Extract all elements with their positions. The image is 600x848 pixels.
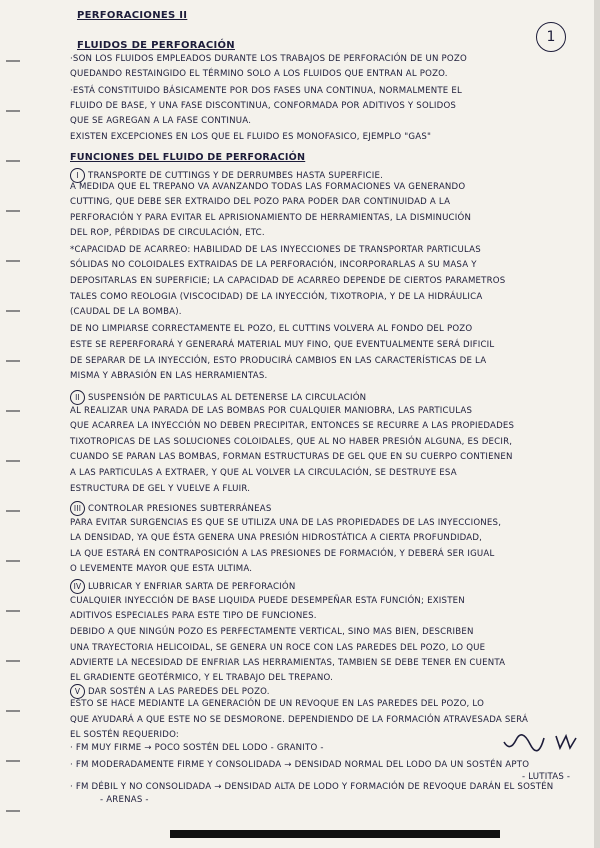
line-text: DEBIDO A QUE NINGÚN POZO ES PERFECTAMENTE VERTICAL, SINO MAS BIEN, DESCRIBEN [70,627,474,637]
text-line [70,406,472,417]
text-line [70,658,505,669]
line-text: CUTTING, QUE DEBE SER EXTRAIDO DEL POZO PARA PODER DAR CONTINUIDAD A LA [70,197,451,207]
text-line [70,86,462,97]
line-text: UNA TRAYECTORIA HELICOIDAL, SE GENERA UN ROCE CON LAS PAREDES DEL POZO, LO QUE [70,643,486,653]
text-line [70,116,251,127]
text-line [70,643,485,654]
notebook-margin [0,0,30,848]
line-text: - ARENAS - [100,795,149,805]
line-text: AL REALIZAR UNA PARADA DE LAS BOMBAS POR CUALQUIER MANIOBRA, LAS PARTICULAS [70,406,473,416]
heading [77,10,187,21]
line-text: ESTRUCTURA DE GEL Y VUELVE A FLUIR. [70,484,251,494]
line-text: · FM MODERADAMENTE FIRME Y CONSOLIDADA → DENSIDAD NORMAL DEL LODO DA UN SOSTÉN APTO [70,760,530,770]
line-text: FLUIDOS DE PERFORACIÓN [77,40,235,51]
scan-edge [170,830,500,838]
text-line [70,260,477,271]
text-line [70,468,457,479]
line-text: A LAS PARTICULAS A EXTRAER, Y QUE AL VOLVER LA CIRCULACIÓN, SE DESTRUYE ESA [70,468,457,478]
line-text: SÓLIDAS NO COLOIDALES EXTRAIDAS DE LA PERFORACIÓN, INCORPORARLAS A SU MASA Y [70,260,477,270]
line-text: PERFORACIÓN Y PARA EVITAR EL APRISIONAMIENTO DE HERRAMIENTAS, LA DISMINUCIÓN [70,213,472,223]
text-line [70,421,514,432]
line-text: PERFORACIONES II [77,10,188,21]
text-line [70,340,494,351]
line-text: ESTE SE REPERFORARÁ Y GENERARÁ MATERIAL MUY FINO, QUE EVENTUALMENTE SERÁ DIFICIL [70,340,495,350]
line-text: FLUIDO DE BASE, Y UNA FASE DISCONTINUA, CONFORMADA POR ADITIVOS Y SOLIDOS [70,101,457,111]
section-number: IV [70,579,85,594]
text-line [70,452,513,463]
line-text: QUE SE AGREGAN A LA FASE CONTINUA. [70,116,252,126]
text-line [70,101,456,112]
line-text: CUALQUIER INYECCIÓN DE BASE LIQUIDA PUEDE DESEMPEÑAR ESTA FUNCIÓN; EXISTEN [70,596,465,606]
section-number: III [70,501,85,516]
section-number: V [70,684,85,699]
line-text: ·SON LOS FLUIDOS EMPLEADOS DURANTE LOS TRABAJOS DE PERFORACIÓN DE UN POZO [70,54,467,64]
section-heading [70,501,272,516]
text-line [70,292,482,303]
line-text: (CAUDAL DE LA BOMBA). [70,307,182,317]
section-heading [70,168,383,183]
text-line [70,437,512,448]
line-text: MISMA Y ABRASIÓN EN LAS HERRAMIENTAS. [70,371,268,381]
line-text: TIXOTROPICAS DE LAS SOLUCIONES COLOIDALES, QUE AL NO HABER PRESIÓN ALGUNA, ES DECIR, [70,437,513,447]
handwritten-page [40,0,592,848]
line-text: *CAPACIDAD DE ACARREO: HABILIDAD DE LAS INYECCIONES DE TRANSPORTAR PARTICULAS [70,245,481,255]
text-line [70,627,474,638]
heading [77,40,235,51]
signature-scribble [500,728,590,758]
line-text: TRANSPORTE DE CUTTINGS Y DE DERRUMBES HASTA SUPERFICIE. [88,171,384,181]
text-line [70,743,324,754]
line-text: EXISTEN EXCEPCIONES EN LOS QUE EL FLUIDO ES MONOFASICO, EJEMPLO "GAS" [70,132,432,142]
section-heading [70,684,270,699]
line-text: ADITIVOS ESPECIALES PARA ESTE TIPO DE FUNCIONES. [70,611,317,621]
text-line [70,533,482,544]
line-text: QUEDANDO RESTAINGIDO EL TÉRMINO SOLO A LOS FLUIDOS QUE ENTRAN AL POZO. [70,69,448,79]
line-text: EL GRADIENTE GEOTÉRMICO, Y EL TRABAJO DEL TREPANO. [70,673,334,683]
text-line [70,228,265,239]
line-text: DE SEPARAR DE LA INYECCIÓN, ESTO PRODUCIRÁ CAMBIOS EN LAS CARACTERÍSTICAS DE LA [70,356,487,366]
line-text: · FM DÉBIL Y NO CONSOLIDADA → DENSIDAD ALTA DE LODO Y FORMACIÓN DE REVOQUE DARÁN EL SOSTÉN [70,782,554,792]
line-text: DE NO LIMPIARSE CORRECTAMENTE EL POZO, EL CUTTINS VOLVERA AL FONDO DEL POZO [70,324,473,334]
text-line [70,549,494,560]
text-line [70,518,501,529]
line-text: DEL ROP, PÉRDIDAS DE CIRCULACIÓN, ETC. [70,228,265,238]
line-text: QUE ACARREA LA INYECCIÓN NO DEBEN PRECIPITAR, ENTONCES SE RECURRE A LAS PROPIEDADES [70,421,515,431]
line-text: FUNCIONES DEL FLUIDO DE PERFORACIÓN [70,152,306,163]
heading [70,152,305,163]
line-text: ·ESTÁ CONSTITUIDO BÁSICAMENTE POR DOS FASES UNA CONTINUA, NORMALMENTE EL [70,86,462,96]
line-text: O LEVEMENTE MAYOR QUE ESTA ULTIMA. [70,564,253,574]
text-line [70,132,431,143]
text-line [70,730,179,741]
text-line [70,356,486,367]
line-text: A MEDIDA QUE EL TREPANO VA AVANZANDO TODAS LAS FORMACIONES VA GENERANDO [70,182,466,192]
line-text: LA DENSIDAD, YA QUE ÉSTA GENERA UNA PRESIÓN HIDROSTÁTICA A CIERTA PROFUNDIDAD, [70,533,483,543]
text-line [70,611,317,622]
text-line [70,69,448,80]
text-line [70,371,267,382]
text-line [70,182,465,193]
line-text: CUANDO SE PARAN LAS BOMBAS, FORMAN ESTRUCTURAS DE GEL QUE EN SU CUERPO CONTIENEN [70,452,513,462]
line-text: QUE AYUDARÁ A QUE ESTE NO SE DESMORONE. DEPENDIENDO DE LA FORMACIÓN ATRAVESADA SERÁ [70,715,529,725]
text-line [70,307,182,318]
text-line [70,782,553,793]
text-line [70,484,250,495]
section-heading [70,390,366,405]
text-line [70,213,471,224]
text-line [70,54,467,65]
text-line [70,673,333,684]
line-text: LA QUE ESTARÁ EN CONTRAPOSICIÓN A LAS PRESIONES DE FORMACIÓN, Y DEBERÁ SER IGUAL [70,549,495,559]
text-line [100,795,149,806]
line-text: PARA EVITAR SURGENCIAS ES QUE SE UTILIZA UNA DE LAS PROPIEDADES DE LAS INYECCIONES, [70,518,502,528]
section-number: II [70,390,85,405]
section-number: I [70,168,85,183]
text-line [70,715,528,726]
text-line [70,564,252,575]
line-text: ESTO SE HACE MEDIANTE LA GENERACIÓN DE UN REVOQUE EN LAS PAREDES DEL POZO, LO [70,699,485,709]
line-text: LUBRICAR Y ENFRIAR SARTA DE PERFORACIÓN [88,582,296,592]
text-line [70,276,505,287]
line-text: ADVIERTE LA NECESIDAD DE ENFRIAR LAS HERRAMIENTAS, TAMBIEN SE DEBE TENER EN CUENTA [70,658,506,668]
text-line [70,197,450,208]
page-edge [594,0,600,848]
line-text: SUSPENSIÓN DE PARTICULAS AL DETENERSE LA CIRCULACIÓN [88,393,367,403]
text-line [70,596,465,607]
text-line [70,699,484,710]
page-number: 1 [536,22,566,52]
text-line [70,760,529,771]
line-text: DEPOSITARLAS EN SUPERFICIE; LA CAPACIDAD DE ACARREO DEPENDE DE CIERTOS PARAMETROS [70,276,506,286]
line-text: TALES COMO REOLOGIA (VISCOCIDAD) DE LA INYECCIÓN, TIXOTROPIA, Y DE LA HIDRÁULICA [70,292,483,302]
line-text: DAR SOSTÉN A LAS PAREDES DEL POZO. [88,687,270,697]
line-text: · FM MUY FIRME → POCO SOSTÉN DEL LODO - GRANITO - [70,743,324,753]
text-line [70,245,481,256]
line-text: - LUTITAS - [522,772,571,782]
line-text: EL SOSTÉN REQUERIDO: [70,730,179,740]
section-heading [70,579,295,594]
text-line [70,324,472,335]
line-text: CONTROLAR PRESIONES SUBTERRÁNEAS [88,504,272,514]
